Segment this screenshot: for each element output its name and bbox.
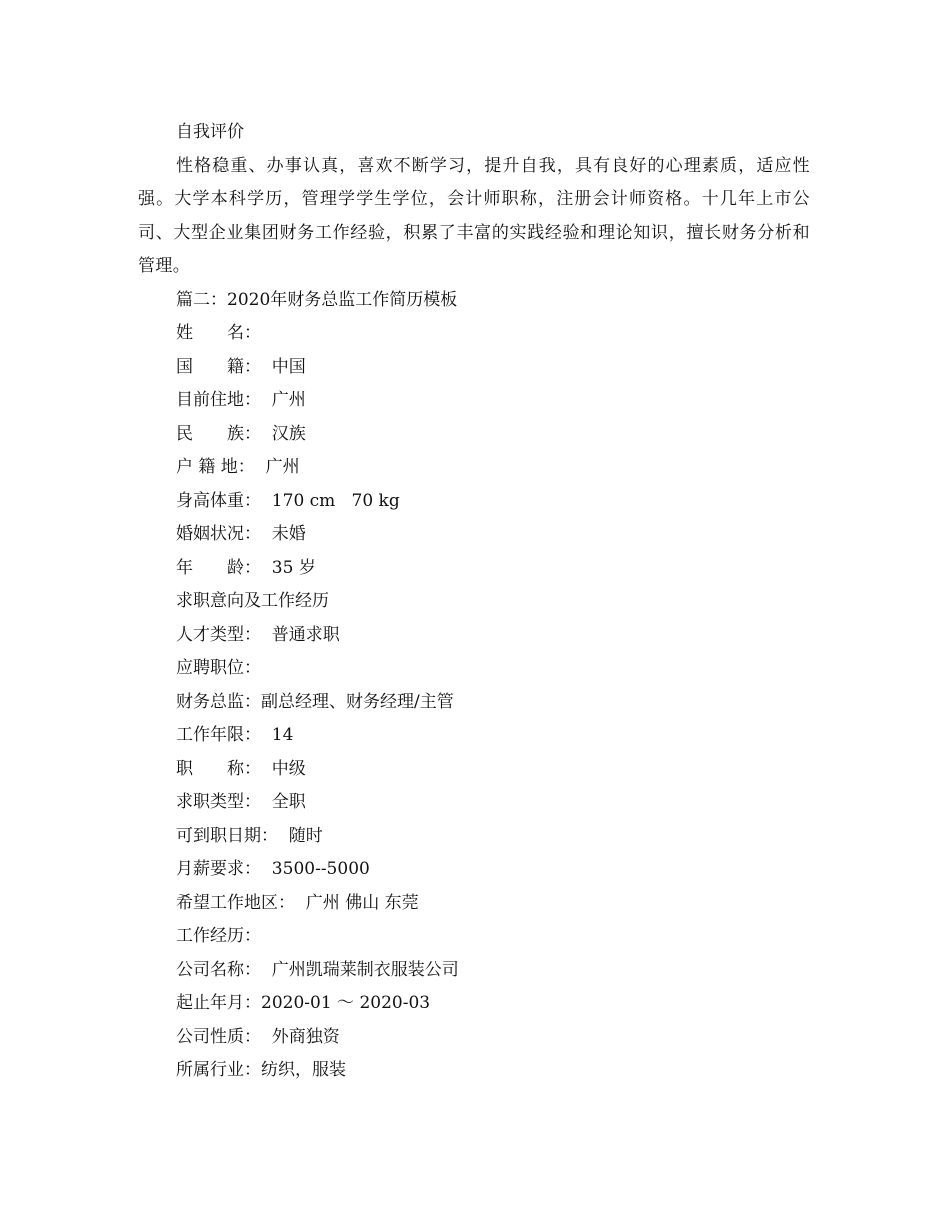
info-name: 姓 名：	[176, 323, 261, 343]
job-position-detail: 财务总监：副总经理、财务经理/主管	[176, 691, 454, 712]
job-title-level: 职 称： 中级	[176, 758, 306, 779]
info-nationality: 国 籍： 中国	[176, 356, 306, 377]
self-evaluation-paragraph: 性格稳重、办事认真，喜欢不断学习，提升自我，具有良好的心理素质，适应性强。大学本科学历，管理学学生学位，会计师职称，注册会计师资格。十几年上市公司、大型企业集团财务工作经验，积累了丰富的实践经验和理论知识，擅长财务分析和管理。	[138, 155, 810, 276]
section-title: 篇二：2020年财务总监工作简历模板	[176, 289, 458, 310]
document-content	[138, 116, 810, 1088]
info-height-weight: 身高体重： 170 cm 70 kg	[176, 490, 400, 511]
info-ethnicity: 民 族： 汉族	[176, 423, 306, 444]
work-industry: 所属行业：纺织，服装	[176, 1060, 346, 1080]
job-applied-position: 应聘职位：	[176, 658, 261, 678]
job-intent-heading: 求职意向及工作经历	[176, 591, 329, 611]
work-company-type: 公司性质： 外商独资	[176, 1026, 340, 1047]
job-years: 工作年限： 14	[176, 725, 294, 745]
job-type: 求职类型： 全职	[176, 792, 306, 812]
work-period: 起止年月：2020-01 ～ 2020-03	[176, 993, 431, 1013]
work-experience-heading: 工作经历：	[176, 926, 261, 946]
job-talent-type: 人才类型： 普通求职	[176, 624, 340, 645]
job-available-date: 可到职日期： 随时	[176, 825, 323, 846]
info-hukou: 户 籍 地： 广州	[176, 457, 300, 477]
work-company-name: 公司名称： 广州凯瑞莱制衣服装公司	[176, 959, 459, 980]
self-evaluation-heading: 自我评价	[176, 122, 244, 142]
info-residence: 目前住地： 广州	[176, 390, 306, 410]
job-salary: 月薪要求： 3500--5000	[176, 859, 370, 879]
job-preferred-region: 希望工作地区： 广州 佛山 东莞	[176, 892, 419, 913]
info-marital-status: 婚姻状况： 未婚	[176, 524, 306, 544]
info-age: 年 龄： 35 岁	[176, 557, 316, 578]
